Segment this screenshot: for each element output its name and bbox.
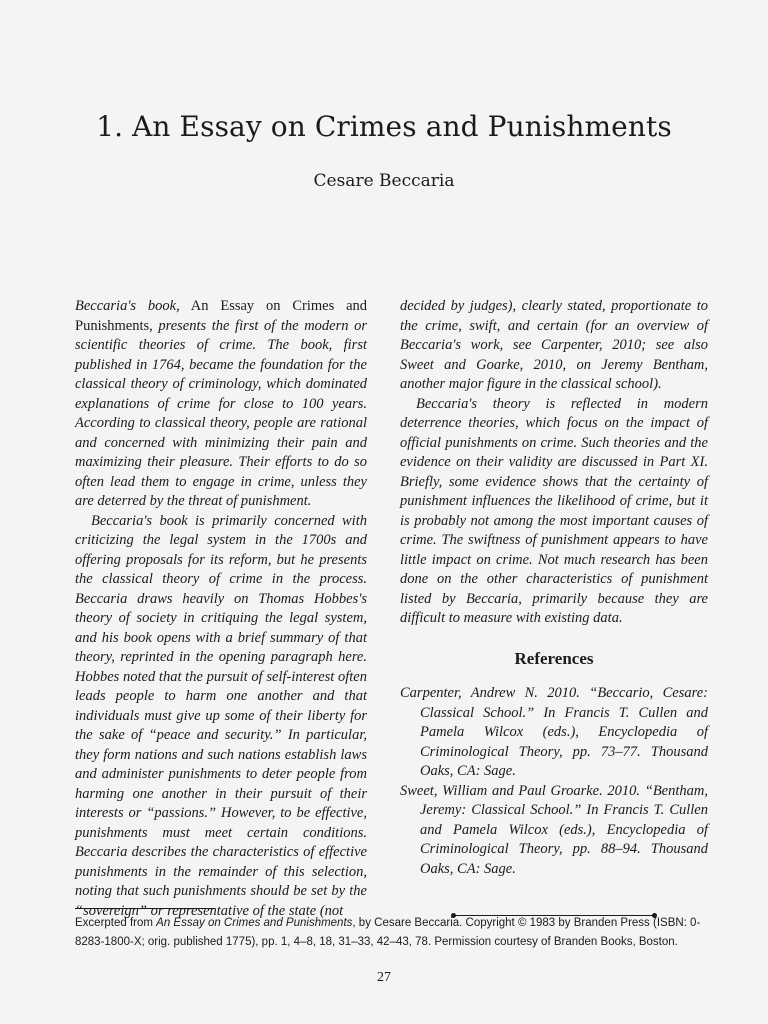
reference-text: , pp. 88–94. Thousand Oaks, CA: Sage.: [420, 841, 708, 877]
book-title-inline: An Essay on Crimes and Punishments,: [75, 298, 367, 334]
right-column: [400, 297, 708, 923]
reference-text: Carpenter, Andrew N. 2010. “Beccario, Cesare: Classical School.” In Francis T. Cullen and Pamela Wilcox (eds.),: [400, 685, 708, 740]
footnote-text: Excerpted from: [75, 917, 157, 929]
reference-text: , pp. 73–77. Thousand Oaks, CA: Sage.: [420, 743, 708, 779]
reference-source: Encyclopedia of Criminological Theory: [420, 821, 708, 857]
references-heading: References: [514, 648, 594, 668]
reference-item: [400, 684, 708, 782]
chapter-title: 1. An Essay on Crimes and Punishments: [96, 110, 672, 143]
left-column: [75, 297, 367, 921]
footnote-book-title: An Essay on Crimes and Punishments: [156, 917, 353, 929]
reference-item: [400, 782, 708, 880]
intro-paragraph-1: [75, 297, 367, 512]
intro-paragraph-3: decided by judges), clearly stated, proportionate to the crime, swift, and certain (for an overview of Beccaria's work, see Carpenter, 2010; see also Sweet and Goarke, 2010, on Jeremy Bentham, another major figure in the classical school).: [400, 298, 708, 392]
intro-text: presents the first of the modern or scientific theories of crime. The book, first published in 1764, became the foundation for the classical theory of criminology, which dominated explanations of crime for close to 100 years. According to classical theory, people are rational and concerned with minimizing their pain and maximizing their pleasure. Their efforts to do so often lead them to engage in crime, unless they are deterred by the threat of punishment.: [75, 317, 367, 509]
reference-text: Sweet, William and Paul Groarke. 2010. “Bentham, Jeremy: Classical School.” In Francis T. Cullen and Pamela Wilcox (eds.),: [400, 782, 708, 838]
intro-paragraph-2: Beccaria's book is primarily concerned with criticizing the legal system in the 1700s and offering proposals for its reform, but he presents the classical theory of crime in the process. Beccaria draws heavily on Thomas Hobbes's theory of society in critiquing the legal system, and his book opens with a brief summary of that theory, reprinted in the opening paragraph here. Hobbes noted that the pursuit of self-interest often leads people to harm one another and that individuals must give up some of their liberty for the sake of “peace and security.” In particular, they form nations and such nations establish laws and administer punishments to deter people from harming one another in their pursuit of their interests or “passions.” However, to be effective, punishments must meet certain conditions. Beccaria describes the characteristics of effective punishments in the remainder of this selection, noting that such punishments should be set by the “sovereign” or representative of the state (not: [75, 512, 367, 919]
reference-source: Encyclopedia of Criminological Theory: [420, 724, 708, 760]
chapter-author: Cesare Beccaria: [313, 171, 455, 191]
footnote-rule: [75, 908, 215, 909]
footnote-text: , by Cesare Beccaria. Copyright © 1983 by Branden Press (ISBN: 0-8283-1800-X; orig. published 1775), pp. 1, 4–8, 18, 31–33, 42–43, 78. Permission courtesy of Branden Books, Boston.: [75, 917, 701, 948]
intro-paragraph-4: Beccaria's theory is reflected in modern deterrence theories, which focus on the impact of official punishments on crime. Such theories and the evidence on their validity are discussed in Part XI. Briefly, some evidence shows that the certainty of punishment influences the likelihood of crime, but it is probably not among the most important causes of crime. The swiftness of punishment appears to have little impact on crime. Not much research has been done on the other characteristics of punishment listed by Beccaria, primarily because they are difficult to measure with existing data.: [400, 395, 708, 626]
footnote: [75, 914, 710, 952]
page-number: 27: [377, 970, 391, 985]
intro-text: Beccaria's book,: [75, 298, 180, 314]
